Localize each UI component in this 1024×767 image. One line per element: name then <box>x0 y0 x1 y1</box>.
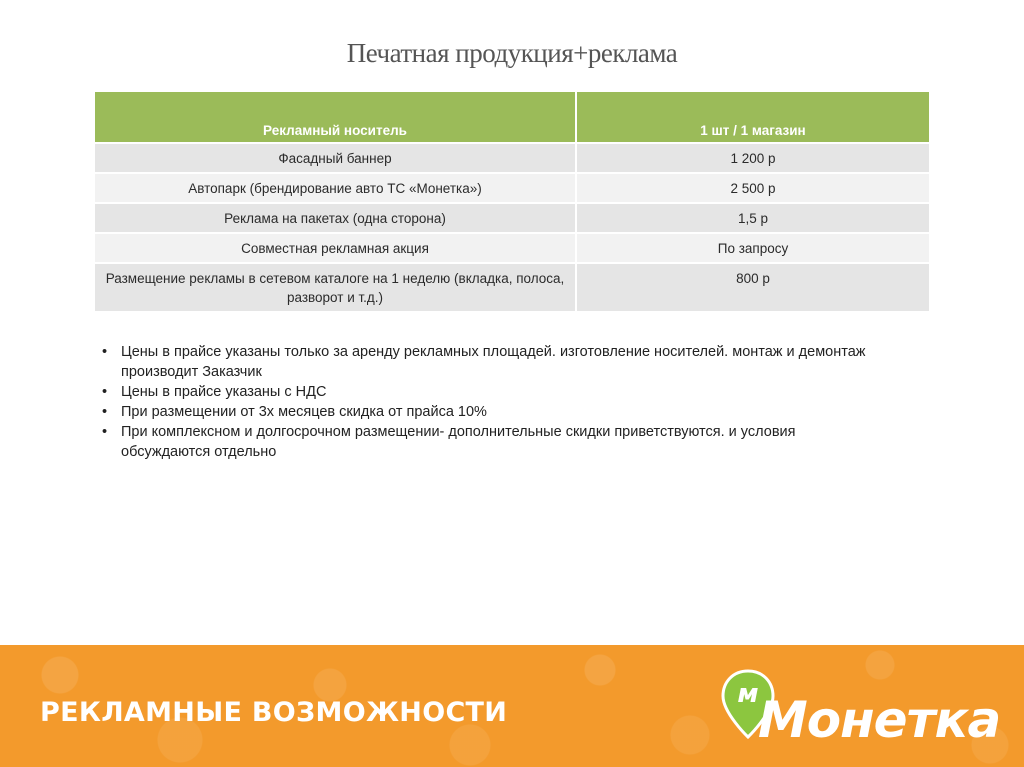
note-text: Цены в прайсе указаны только за аренду рекламных площадей. изготовление носителей. монтаж и демонтаж производит Заказчик <box>121 344 866 380</box>
table-row <box>95 143 929 173</box>
price-table <box>95 92 929 313</box>
note-item <box>100 342 870 382</box>
price-cell: По запросу <box>576 233 929 263</box>
carrier-cell: Совместная рекламная акция <box>95 233 576 263</box>
note-text: При размещении от 3х месяцев скидка от прайса 10% <box>121 404 487 420</box>
price-cell: 1 200 р <box>576 143 929 173</box>
table-row <box>95 233 929 263</box>
bullet-icon: • <box>102 404 108 420</box>
header-carrier: Рекламный носитель <box>95 92 576 143</box>
footer-banner <box>0 645 1024 767</box>
note-item <box>100 402 870 422</box>
note-text: При комплексном и долгосрочном размещении- дополнительные скидки приветствуются. и условия обсуждаются отдельно <box>121 424 796 460</box>
footer-caption: РЕКЛАМНЫЕ ВОЗМОЖНОСТИ <box>40 697 508 728</box>
table-header-row <box>95 92 929 143</box>
price-cell: 800 р <box>576 263 929 312</box>
carrier-cell: Автопарк (брендирование авто ТС «Монетка») <box>95 173 576 203</box>
header-price: 1 шт / 1 магазин <box>576 92 929 143</box>
table-row <box>95 203 929 233</box>
carrier-cell: Размещение рекламы в сетевом каталоге на 1 неделю (вкладка, полоса, разворот и т.д.) <box>95 263 576 312</box>
notes-list <box>100 342 870 462</box>
table-row <box>95 173 929 203</box>
slide-title: Печатная продукция+реклама <box>346 38 678 68</box>
note-item <box>100 382 870 402</box>
carrier-cell: Реклама на пакетах (одна сторона) <box>95 203 576 233</box>
price-cell: 2 500 р <box>576 173 929 203</box>
logo-letter: м <box>737 679 759 709</box>
logo-wordmark: Монетка <box>758 691 1001 749</box>
note-item <box>100 422 870 462</box>
bullet-icon: • <box>102 384 108 400</box>
carrier-cell: Фасадный баннер <box>95 143 576 173</box>
bullet-icon: • <box>102 424 108 440</box>
price-cell: 1,5 р <box>576 203 929 233</box>
note-text: Цены в прайсе указаны с НДС <box>121 384 327 400</box>
table-row <box>95 263 929 312</box>
bullet-icon: • <box>102 344 108 360</box>
